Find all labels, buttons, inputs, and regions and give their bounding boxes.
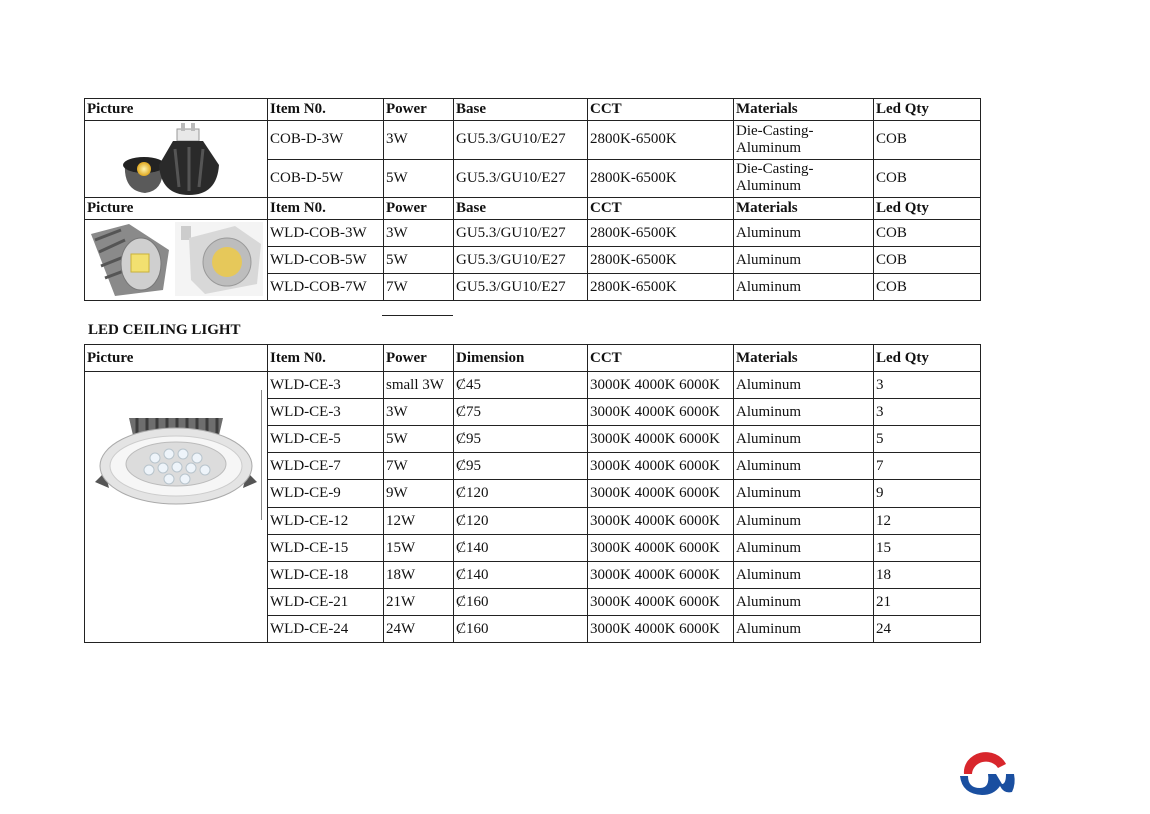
header-cell: Base	[454, 99, 588, 121]
cct-cell: 3000K 4000K 6000K	[588, 399, 734, 426]
materials-cell: Die-Casting-Aluminum	[734, 159, 874, 198]
header-cell: CCT	[588, 345, 734, 372]
cct-cell: 3000K 4000K 6000K	[588, 453, 734, 480]
item-cell: WLD-COB-7W	[268, 274, 384, 301]
power-cell: 7W	[384, 274, 454, 301]
cct-cell: 3000K 4000K 6000K	[588, 508, 734, 535]
table-row	[85, 220, 981, 247]
dimension-cell: Ȼ75	[454, 399, 588, 426]
ceiling-light-table	[84, 344, 981, 643]
item-cell: COB-D-3W	[268, 121, 384, 160]
dimension-cell: Ȼ160	[454, 589, 588, 616]
item-cell: WLD-CE-18	[268, 562, 384, 589]
cob-spec-table	[84, 98, 981, 301]
cct-cell: 3000K 4000K 6000K	[588, 562, 734, 589]
item-cell: WLD-CE-21	[268, 589, 384, 616]
item-cell: COB-D-5W	[268, 159, 384, 198]
power-cell: small 3W	[384, 372, 454, 399]
dimension-cell: Ȼ120	[454, 508, 588, 535]
base-cell: GU5.3/GU10/E27	[454, 220, 588, 247]
header-cell: Materials	[734, 99, 874, 121]
header-cell: Picture	[85, 99, 268, 121]
header-cell: Led Qty	[874, 99, 981, 121]
header-cell: Materials	[734, 198, 874, 220]
power-cell: 5W	[384, 426, 454, 453]
materials-cell: Aluminum	[734, 508, 874, 535]
table-row	[85, 372, 981, 399]
table-header-row	[85, 198, 981, 220]
dimension-cell: Ȼ45	[454, 372, 588, 399]
qty-cell: 7	[874, 453, 981, 480]
ceiling-light-product-image	[85, 372, 268, 643]
header-cell: Power	[384, 198, 454, 220]
power-cell: 3W	[384, 121, 454, 160]
qty-cell: COB	[874, 247, 981, 274]
header-cell: Led Qty	[874, 198, 981, 220]
base-cell: GU5.3/GU10/E27	[454, 274, 588, 301]
qty-cell: 3	[874, 372, 981, 399]
base-cell: GU5.3/GU10/E27	[454, 247, 588, 274]
materials-cell: Aluminum	[734, 453, 874, 480]
table-row	[85, 121, 981, 160]
materials-cell: Aluminum	[734, 480, 874, 508]
divider-line	[382, 315, 453, 316]
materials-cell: Aluminum	[734, 616, 874, 643]
table-header-row	[85, 345, 981, 372]
qty-cell: 18	[874, 562, 981, 589]
qty-cell: COB	[874, 159, 981, 198]
header-cell: Item N0.	[268, 345, 384, 372]
qty-cell: 5	[874, 426, 981, 453]
cct-cell: 3000K 4000K 6000K	[588, 372, 734, 399]
materials-cell: Die-Casting-Aluminum	[734, 121, 874, 160]
cct-cell: 3000K 4000K 6000K	[588, 589, 734, 616]
header-cell: Dimension	[454, 345, 588, 372]
item-cell: WLD-CE-12	[268, 508, 384, 535]
cct-cell: 3000K 4000K 6000K	[588, 535, 734, 562]
qty-cell: 21	[874, 589, 981, 616]
item-cell: WLD-CE-9	[268, 480, 384, 508]
materials-cell: Aluminum	[734, 220, 874, 247]
header-cell: Power	[384, 345, 454, 372]
table-header-row	[85, 99, 981, 121]
item-cell: WLD-CE-3	[268, 399, 384, 426]
power-cell: 3W	[384, 399, 454, 426]
item-cell: WLD-CE-5	[268, 426, 384, 453]
dimension-cell: Ȼ140	[454, 562, 588, 589]
cct-cell: 2800K-6500K	[588, 274, 734, 301]
qty-cell: COB	[874, 121, 981, 160]
header-cell: Materials	[734, 345, 874, 372]
dimension-cell: Ȼ95	[454, 453, 588, 480]
power-cell: 7W	[384, 453, 454, 480]
dimension-cell: Ȼ140	[454, 535, 588, 562]
ceiling-light-image	[85, 378, 267, 636]
power-cell: 12W	[384, 508, 454, 535]
cct-cell: 2800K-6500K	[588, 121, 734, 160]
header-cell: Picture	[85, 198, 268, 220]
dimension-cell: Ȼ120	[454, 480, 588, 508]
item-cell: WLD-CE-24	[268, 616, 384, 643]
header-cell: Picture	[85, 345, 268, 372]
qty-cell: 9	[874, 480, 981, 508]
power-cell: 18W	[384, 562, 454, 589]
power-cell: 5W	[384, 247, 454, 274]
qty-cell: 15	[874, 535, 981, 562]
materials-cell: Aluminum	[734, 399, 874, 426]
power-cell: 9W	[384, 480, 454, 508]
wld-cob-product-image	[85, 220, 268, 301]
qty-cell: COB	[874, 274, 981, 301]
header-cell: Item N0.	[268, 198, 384, 220]
dimension-cell: Ȼ160	[454, 616, 588, 643]
cct-cell: 3000K 4000K 6000K	[588, 426, 734, 453]
power-cell: 24W	[384, 616, 454, 643]
item-cell: WLD-CE-7	[268, 453, 384, 480]
cct-cell: 2800K-6500K	[588, 220, 734, 247]
header-cell: Led Qty	[874, 345, 981, 372]
power-cell: 21W	[384, 589, 454, 616]
header-cell: Power	[384, 99, 454, 121]
item-cell: WLD-COB-3W	[268, 220, 384, 247]
power-cell: 5W	[384, 159, 454, 198]
dimension-cell: Ȼ95	[454, 426, 588, 453]
item-cell: WLD-CE-15	[268, 535, 384, 562]
materials-cell: Aluminum	[734, 372, 874, 399]
cct-cell: 2800K-6500K	[588, 159, 734, 198]
materials-cell: Aluminum	[734, 562, 874, 589]
qty-cell: 12	[874, 508, 981, 535]
qty-cell: 24	[874, 616, 981, 643]
header-cell: Base	[454, 198, 588, 220]
cob-d-product-image	[85, 121, 268, 198]
item-cell: WLD-COB-5W	[268, 247, 384, 274]
header-cell: Item N0.	[268, 99, 384, 121]
materials-cell: Aluminum	[734, 247, 874, 274]
cob-d-spotlight-image	[85, 121, 267, 197]
item-cell: WLD-CE-3	[268, 372, 384, 399]
qty-cell: COB	[874, 220, 981, 247]
cct-cell: 3000K 4000K 6000K	[588, 480, 734, 508]
materials-cell: Aluminum	[734, 589, 874, 616]
wld-cob-spotlight-image	[85, 220, 267, 300]
base-cell: GU5.3/GU10/E27	[454, 159, 588, 198]
power-cell: 15W	[384, 535, 454, 562]
cct-cell: 2800K-6500K	[588, 247, 734, 274]
header-cell: CCT	[588, 198, 734, 220]
materials-cell: Aluminum	[734, 426, 874, 453]
base-cell: GU5.3/GU10/E27	[454, 121, 588, 160]
materials-cell: Aluminum	[734, 535, 874, 562]
header-cell: CCT	[588, 99, 734, 121]
power-cell: 3W	[384, 220, 454, 247]
qty-cell: 3	[874, 399, 981, 426]
cct-cell: 3000K 4000K 6000K	[588, 616, 734, 643]
section-title: LED CEILING LIGHT	[88, 322, 241, 338]
materials-cell: Aluminum	[734, 274, 874, 301]
company-logo-icon	[956, 748, 1016, 798]
